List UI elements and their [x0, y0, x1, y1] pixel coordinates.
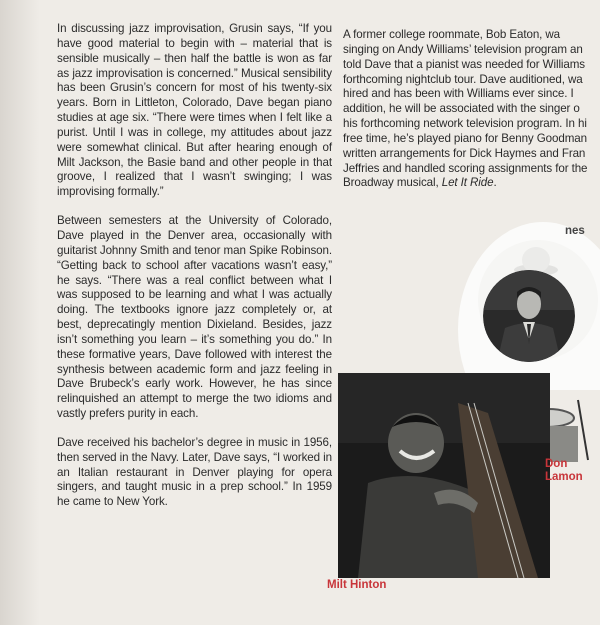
caption-milt-hinton: Milt Hinton [327, 579, 387, 591]
right-line: his forthcoming network television program. In hi [343, 117, 587, 131]
right-line: hired and has been with Williams ever since. I [343, 87, 574, 101]
right-line: written arrangements for Dick Haymes and Fran [343, 146, 586, 160]
right-line: free time, he’s played piano for Benny Goodman [343, 131, 587, 145]
portrait-photo [483, 270, 575, 362]
right-line: told Dave that a pianist was needed for Williams [343, 57, 586, 71]
right-line: singing on Andy Williams’ television program an [343, 42, 583, 56]
caption-don-line1: Don [545, 458, 568, 470]
last-line-prefix: Broadway musical, [343, 176, 442, 190]
right-line: addition, he will be associated with the singer o [343, 102, 580, 116]
bassist-photo [338, 373, 550, 578]
caption-don-line2: Lamon [545, 471, 583, 483]
right-line: A former college roommate, Bob Eaton, wa [343, 28, 561, 41]
last-line-suffix: . [493, 176, 497, 190]
paragraph-improvisation: In discussing jazz improvisation, Grusin says, “If you have good material to begin with – material that is sensible musically – then half the battle is won as far as jazz improvisation is concerned.” Musical sensibility has been Grusin’s concern for most of his twenty-six years. Born in Littleton, Colorado, Dave began piano studies at age six. “There were times when I felt like a purist. Until I was in college, my attitudes about jazz were somewhat clinical. But after hearing enough of Milt Jackson, the Basie band and other people in that groove, I realized that I wasn’t swinging; I was improvising formally.” [57, 22, 332, 199]
paragraph-university: Between semesters at the University of Colorado, Dave played in the Denver area, occasionally with guitarist Johnny Smith and tenor man Spike Robinson. “Getting back to school after vacations wasn’t easy,” he says. “There was a real conflict between what I was supposed to be learning and what I was actually doing. The textbooks ignore jazz completely or, at best, deprecatingly mention Dixieland. Besides, jazz isn’t something you learn – it’s something you do.” In these formative years, Dave followed with interest the synthesis between academic form and jazz feeling in Dave Brubeck’s early work. However, he has since relinquished an attempt to merge the two idioms and vastly prefers purity in each. [57, 214, 332, 421]
page-gutter-shadow [0, 0, 40, 625]
right-text-column [343, 28, 600, 191]
paragraph-bachelors: Dave received his bachelor’s degree in music in 1956, then served in the Navy. Later, Dave says, “I worked in an Italian restaurant in Denver playing for opera singers, and taught music in a prep school.” In 1959 he came to New York. [57, 435, 332, 509]
truncated-caption-top: nes [565, 225, 585, 237]
right-line: forthcoming nightclub tour. Dave auditioned, wa [343, 72, 583, 86]
right-line-last [343, 176, 600, 191]
musical-title: Let It Ride [441, 176, 494, 190]
caption-don-lamon [545, 458, 583, 484]
right-line: Jeffries and handled scoring assignments for the [343, 161, 588, 175]
left-text-column [57, 22, 332, 524]
